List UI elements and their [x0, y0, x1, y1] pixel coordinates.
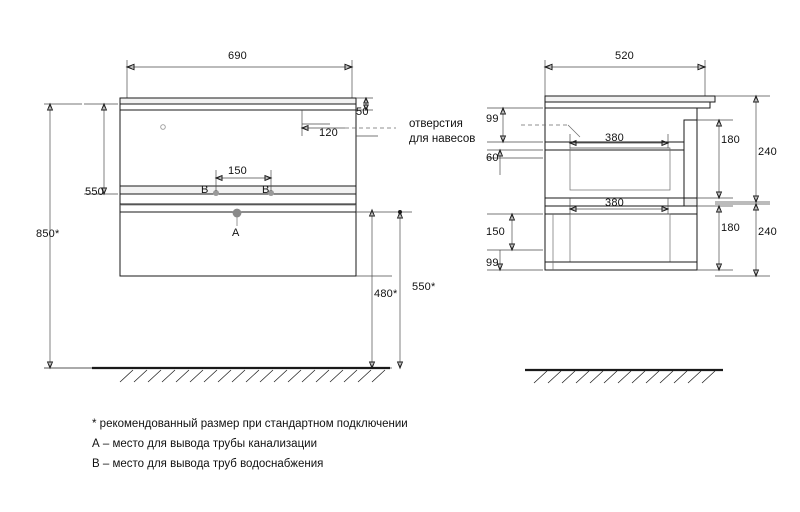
marker-label-b-right: B — [262, 184, 270, 196]
marker-label-a: A — [232, 227, 240, 239]
dim-front-top-thickness-50: 50 — [356, 106, 369, 118]
dim-side-top-99: 99 — [486, 113, 499, 125]
dim-front-width-690: 690 — [228, 50, 247, 62]
dim-side-offset-60: 60 — [486, 152, 499, 164]
dim-side-upper-zone-240: 240 — [758, 146, 777, 158]
dim-front-bracket-spacing-150: 150 — [228, 165, 247, 177]
dim-side-depth-520: 520 — [615, 50, 634, 62]
legend-line-2: А – место для вывода трубы канализации — [92, 438, 318, 450]
callout-holes-line2: для навесов — [409, 133, 476, 145]
dim-front-total-height-850: 850* — [36, 228, 60, 240]
dim-side-lower-zone-240: 240 — [758, 226, 777, 238]
legend-line-3: В – место для вывода труб водоснабжения — [92, 458, 324, 470]
dim-front-height-550-right: 550* — [412, 281, 436, 293]
legend-line-1: * рекомендованный размер при стандартном подключении — [92, 418, 408, 430]
dim-side-offset-150: 150 — [486, 226, 505, 238]
dim-side-upper-drawer-180: 180 — [721, 134, 740, 146]
dim-front-height-550: 550 — [85, 186, 104, 198]
dim-side-lower-drawer-180: 180 — [721, 222, 740, 234]
dim-front-height-480: 480* — [374, 288, 398, 300]
dim-side-upper-drawer-380: 380 — [605, 132, 624, 144]
dim-side-bottom-99: 99 — [486, 257, 499, 269]
dim-front-offset-120: 120 — [319, 127, 338, 139]
dim-side-lower-drawer-380: 380 — [605, 197, 624, 209]
marker-label-b-left: B — [201, 184, 209, 196]
callout-holes-line1: отверстия — [409, 118, 463, 130]
